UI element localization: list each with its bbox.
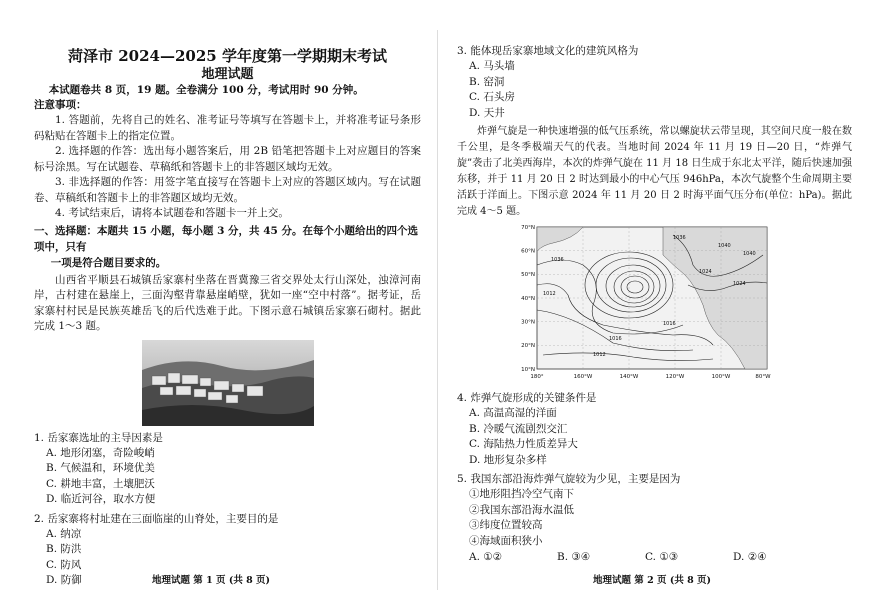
- isobar-label: 1036: [673, 235, 686, 241]
- statement: ③纬度位置较高: [469, 519, 543, 531]
- isobar-label: 1036: [551, 257, 564, 263]
- page-footer: 地理试题 第 1 页 (共 8 页): [152, 575, 271, 586]
- isobar-label: 1040: [718, 243, 731, 249]
- lon-label: 100°W: [711, 374, 731, 380]
- village-photo: [142, 340, 314, 426]
- passage-2: 炸弹气旋是一种快速增强的低气压系统，常以螺旋状云带呈现，其空间尺度一般在数千公里，是冬季极端天气的代表。当地时间 2024 年 11 月 19 日—20 日，“炸弹气旋”袭击了北美西海岸，本次的炸弹气旋在 11 月 18 日生成于东北太平洋，随后快速加强东移，并于 11 月 20 日 2 时达到最小的中心气压 946hPa，本次气旋整个生命周期主要活跃于洋面上。下图示意 2024 年 11 月 20 日 2 时海平面气压分布(单位：hPa)。据此完成 4～5 题。: [457, 126, 852, 217]
- lon-label: 140°W: [619, 374, 639, 380]
- notice-item: 4. 考试结束后，请将本试题卷和答题卡一并上交。: [55, 207, 289, 219]
- statement: ②我国东部沿海水温低: [469, 503, 574, 516]
- isobar-label: 1016: [663, 321, 676, 327]
- section-heading-line1: 一、选择题：本题共 15 小题，每小题 3 分，共 45 分。在每个小题给出的四个选项中，只有: [34, 224, 418, 253]
- question-2: 2. 岳家寨将村址建在三面临崖的山脊处，主要目的是: [34, 512, 279, 525]
- lon-label: 160°W: [573, 374, 593, 380]
- exam-subtitle: 地理试题: [201, 67, 254, 82]
- option: A. 地形闭塞，奇险峻峭: [46, 446, 155, 459]
- option: D. 防御: [46, 574, 82, 586]
- statement: ①地形阻挡冷空气南下: [469, 488, 574, 500]
- lat-label: 10°N: [521, 367, 535, 373]
- isobar-label: 1012: [543, 291, 556, 297]
- option: B. 窑洞: [469, 75, 505, 88]
- section-heading: [34, 223, 421, 271]
- section-heading-line2: 一项是符合题目要求的。: [50, 256, 167, 269]
- exam-intro: 本试题卷共 8 页，19 题。全卷满分 100 分，考试用时 90 分钟。: [48, 84, 364, 96]
- option: B. 气候温和，环境优美: [46, 462, 155, 474]
- lat-label: 50°N: [521, 272, 535, 278]
- statement: ④海域面积狭小: [469, 534, 543, 547]
- option: A. ①②: [469, 551, 503, 563]
- option: C. 石头房: [469, 91, 515, 103]
- option: C. 防风: [46, 558, 82, 571]
- option: C. 海陆热力性质差异大: [469, 438, 578, 450]
- option: D. ②④: [733, 551, 767, 563]
- lon-label: 180°: [530, 374, 544, 380]
- option: B. 防洪: [46, 543, 82, 555]
- option: D. 地形复杂多样: [469, 453, 547, 466]
- lat-label: 60°N: [521, 248, 535, 255]
- option: D. 临近河谷，取水方便: [46, 493, 156, 505]
- lon-label: 120°W: [665, 374, 685, 380]
- question-4: 4. 炸弹气旋形成的关键条件是: [457, 392, 597, 404]
- lat-label: 20°N: [521, 343, 535, 349]
- question-1: 1. 岳家寨选址的主导因素是: [34, 431, 163, 444]
- pressure-map: [513, 225, 775, 385]
- lat-label: 70°N: [521, 225, 535, 231]
- lat-label: 40°N: [521, 296, 535, 302]
- lat-label: 30°N: [521, 319, 535, 326]
- option: B. ③④: [557, 551, 591, 563]
- isobar-label: 1024: [733, 281, 746, 287]
- notice-item: 1. 答题前，先将自己的姓名、准考证号等填写在答题卡上，并将准考证号条形码粘贴在答题卡上的指定位置。: [34, 114, 421, 142]
- exam-title: 菏泽市 2024—2025 学年度第一学期期末考试: [68, 47, 387, 65]
- page-2: [435, 0, 870, 615]
- page-footer: 地理试题 第 2 页 (共 8 页): [593, 575, 712, 586]
- notice-item: 2. 选择题的作答：选出每小题答案后，用 2B 铅笔把答题卡上对应题目的答案标号涂黑。写在试题卷、草稿纸和答题卡上的非答题区域均无效。: [34, 145, 421, 173]
- option: A. 马头墙: [469, 60, 515, 72]
- option: A. 纳凉: [46, 527, 82, 540]
- lon-label: 80°W: [755, 374, 771, 380]
- question-5: 5. 我国东部沿海炸弹气旋较为少见，主要是因为: [457, 473, 681, 485]
- option: B. 冷暖气流剧烈交汇: [469, 422, 568, 435]
- isobar-label: 1040: [743, 251, 756, 257]
- passage-1: 山西省平顺县石城镇岳家寨村坐落在晋冀豫三省交界处太行山深处，浊漳河南岸，古村建在悬崖上，三面沟壑背靠悬崖峭壁，犹如一座“空中村落”。据考证，岳家寨村村民是民族英雄岳飞的后代迭难于此。下图示意石城镇岳家寨石砌村。据此完成 1～3 题。: [34, 273, 421, 332]
- option: A. 高温高湿的洋面: [469, 407, 557, 419]
- isobar-label: 1024: [699, 269, 712, 275]
- option: C. 耕地丰富，土壤肥沃: [46, 477, 155, 490]
- q5-options-row: [457, 549, 852, 565]
- notice-item: 3. 非选择题的作答：用签字笔直接写在答题卡上对应的答题区域内。写在试题卷、草稿纸和答题卡上的非答题区域均无效。: [34, 176, 421, 204]
- option: D. 天井: [469, 106, 505, 119]
- isobar-label: 1016: [609, 336, 622, 342]
- option: C. ①③: [645, 551, 679, 563]
- notice-heading: 注意事项：: [34, 99, 87, 111]
- question-3: 3. 能体现岳家寨地域文化的建筑风格为: [457, 45, 639, 57]
- isobar-label: 1012: [593, 352, 606, 358]
